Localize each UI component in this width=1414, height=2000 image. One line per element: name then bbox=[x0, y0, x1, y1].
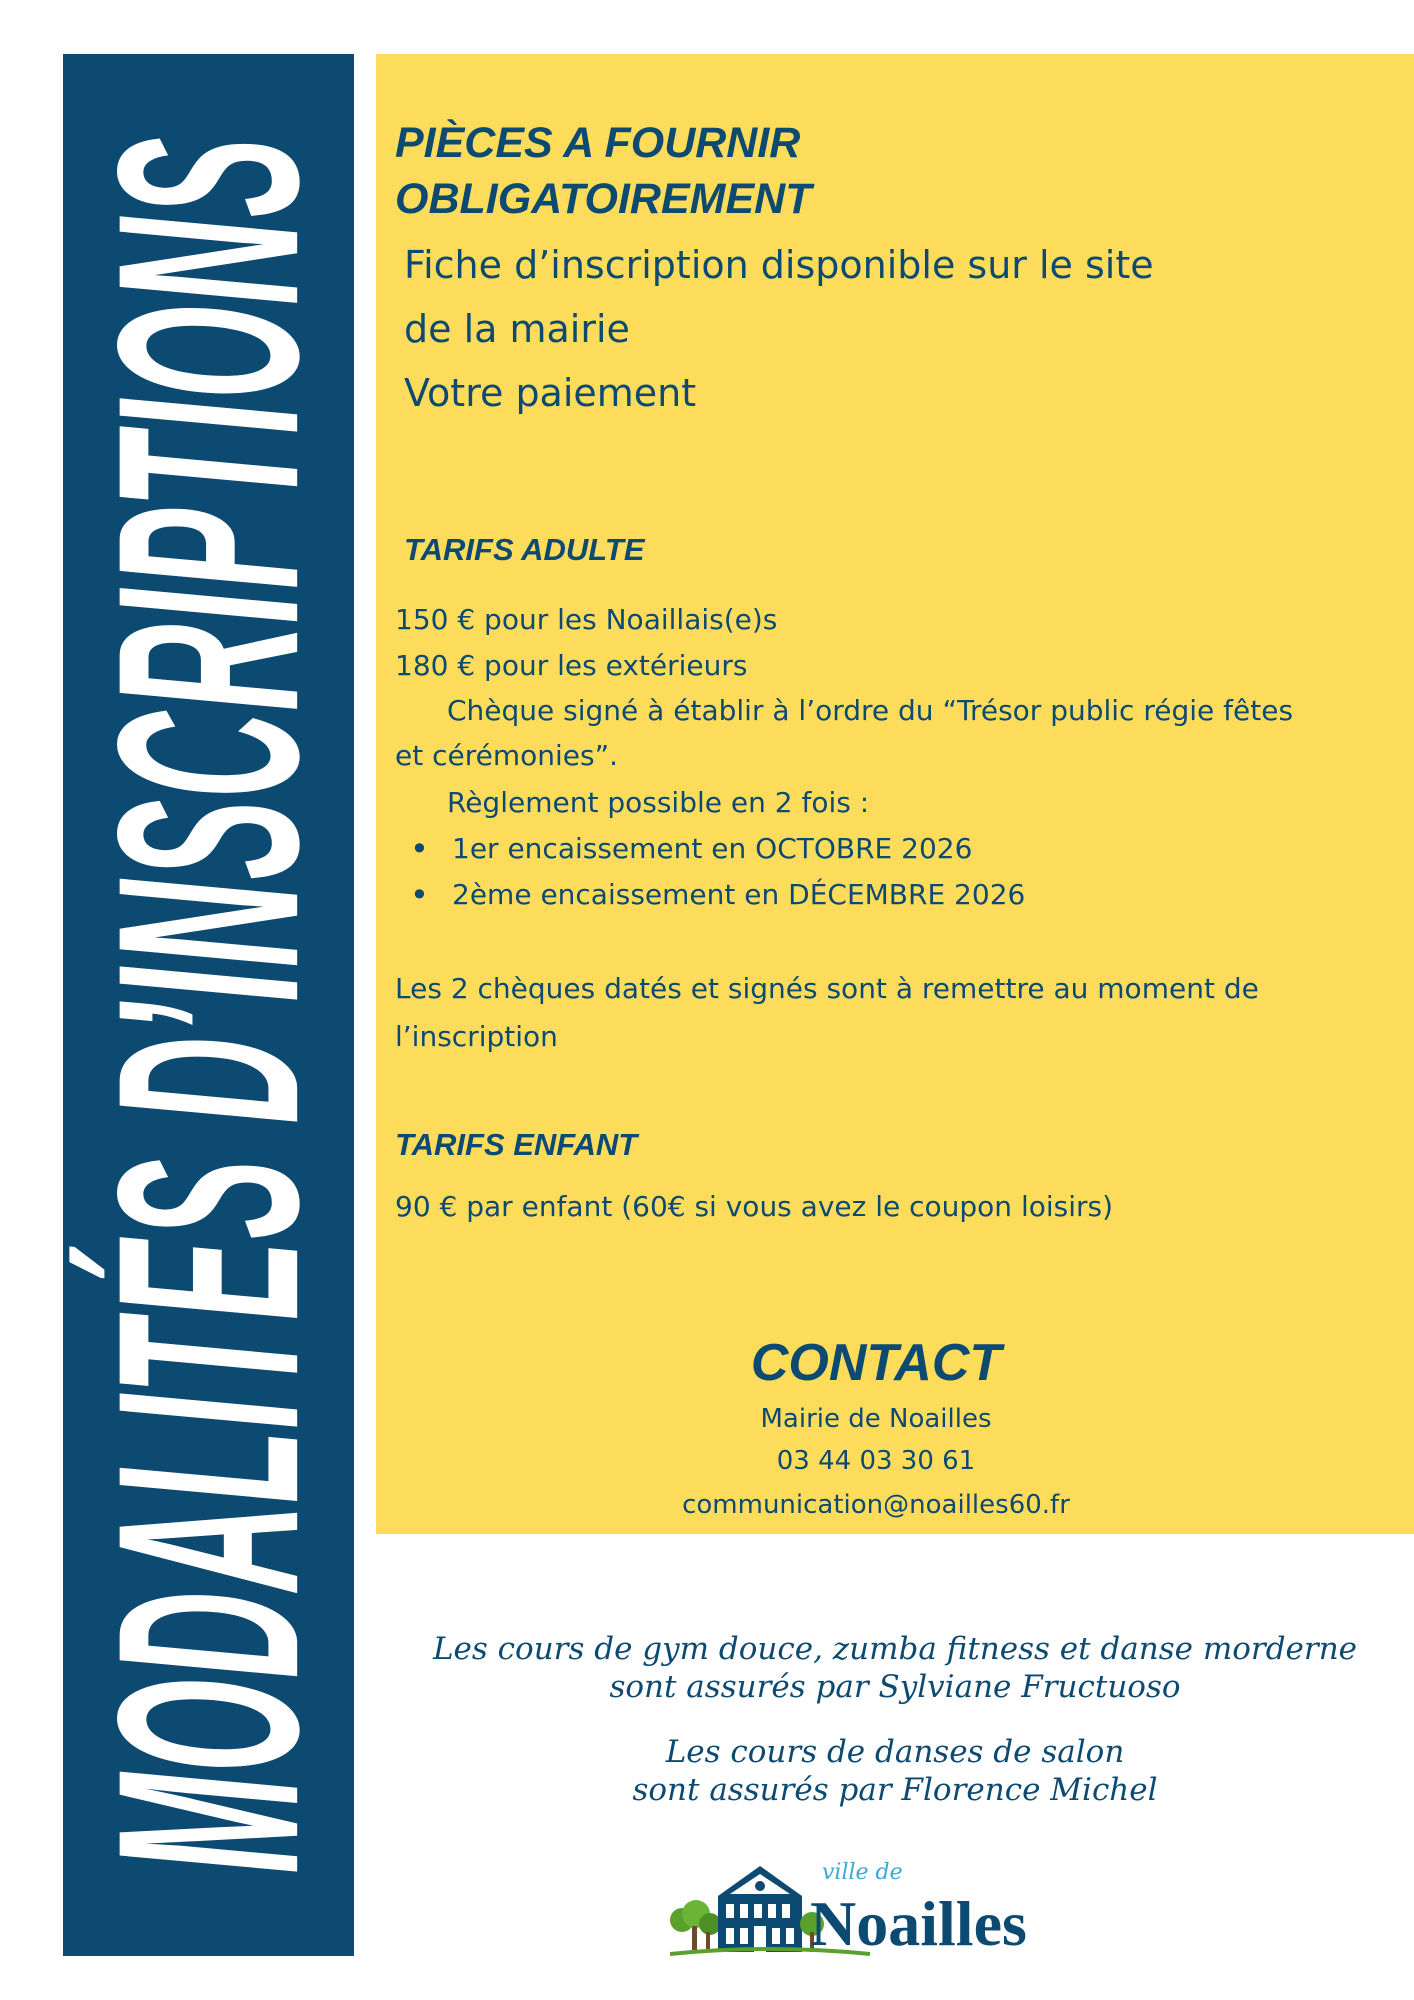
contact-email[interactable]: communication@noailles60.fr bbox=[682, 1490, 1070, 1520]
contact-phone: 03 44 03 30 61 bbox=[776, 1446, 976, 1476]
credits-line-3: Les cours de danses de salon bbox=[665, 1734, 1125, 1770]
list-item: • 1er encaissement en OCTOBRE 2026 bbox=[392, 826, 1025, 872]
child-heading: TARIFS ENFANT bbox=[395, 1127, 638, 1162]
pieces-heading-line1: PIÈCES A FOURNIR bbox=[395, 119, 801, 167]
reglement-text: Règlement possible en 2 fois : bbox=[447, 786, 870, 819]
logo-name: Noailles bbox=[810, 1888, 1027, 1959]
list-item: • 2ème encaissement en DÉCEMBRE 2026 bbox=[392, 872, 1025, 918]
adult-note-line-2: l’inscription bbox=[395, 1020, 558, 1053]
cheque-line-1: Chèque signé à établir à l’ordre du “Trésor public régie fêtes bbox=[447, 694, 1294, 727]
pieces-line-3: Votre paiement bbox=[404, 371, 697, 415]
adult-heading: TARIFS ADULTE bbox=[404, 532, 645, 567]
pieces-line-1: Fiche d’inscription disponible sur le site bbox=[404, 243, 1154, 287]
credits-line-2: sont assurés par Sylviane Fructuoso bbox=[609, 1669, 1181, 1705]
logo-small-text: ville de bbox=[822, 1860, 903, 1885]
adult-price-local: 150 € pour les Noaillais(e)s bbox=[395, 603, 778, 636]
installments-list bbox=[392, 826, 1025, 918]
contact-heading: CONTACT bbox=[750, 1334, 1002, 1392]
pieces-line-2: de la mairie bbox=[404, 307, 630, 351]
sidebar-banner bbox=[63, 54, 354, 1956]
adult-note-line-1: Les 2 chèques datés et signés sont à remettre au moment de bbox=[395, 972, 1259, 1005]
child-price: 90 € par enfant (60€ si vous avez le coupon loisirs) bbox=[395, 1190, 1114, 1223]
cheque-line-2: et cérémonies”. bbox=[395, 739, 619, 772]
sidebar-title: MODALITÉS D’INSCRIPTIONS bbox=[64, 136, 353, 1874]
town-logo bbox=[670, 1858, 1070, 1966]
credits-line-4: sont assurés par Florence Michel bbox=[632, 1772, 1158, 1808]
contact-org: Mairie de Noailles bbox=[760, 1404, 992, 1434]
adult-price-ext: 180 € pour les extérieurs bbox=[395, 649, 748, 682]
credits-line-1: Les cours de gym douce, zumba fitness et danse morderne bbox=[432, 1631, 1358, 1667]
pieces-heading-line2: OBLIGATOIREMENT bbox=[395, 175, 812, 223]
